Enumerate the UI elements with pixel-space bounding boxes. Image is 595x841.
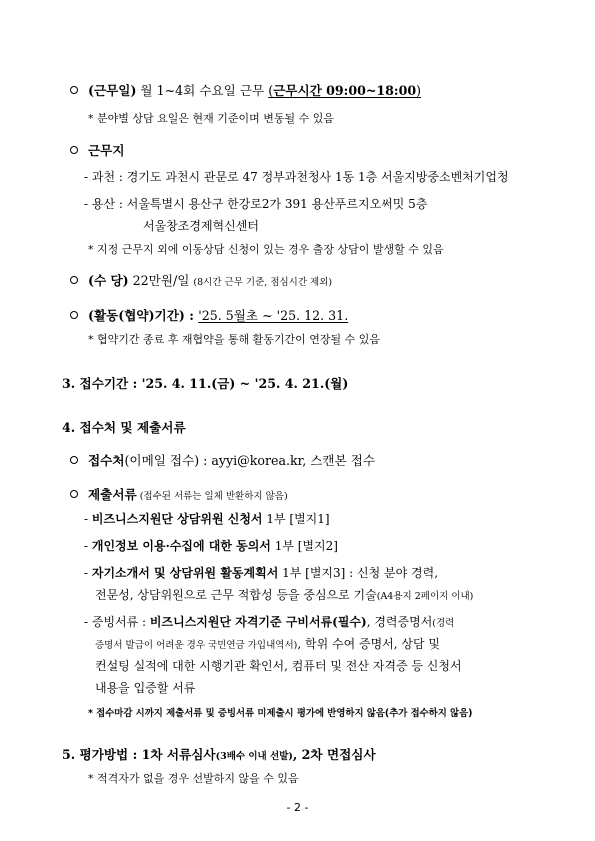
doc3-small: (A4용지 2페이지 이내) [376,591,474,602]
doc4-title: 비즈니스지원단 자격기준 구비서류(필수) [149,615,367,629]
page-number: - 2 - [286,801,309,814]
doc4-text: , 경력증명서 [366,615,433,629]
section5-note: * 적격자가 없을 경우 선발하지 않을 수 있음 [88,772,299,785]
work-hours: 근무시간 09:00~18:00 [273,83,417,98]
doc-application [84,510,330,527]
workplace-yongsan-line1: - 용산 : 서울특별시 용산구 한강로2가 391 용산푸르지오써밋 5층 [84,197,428,211]
period-item [70,305,348,324]
section4-note: * 접수마감 시까지 제출서류 및 증빙서류 미제출시 평가에 반영하지 않음(추가 접수하지 않음) [88,708,473,719]
doc-self-intro [84,564,438,581]
bullet-circle-icon [70,146,78,154]
period-colon: : [184,308,199,323]
workplace-yongsan-line2: 서울창조경제혁신센터 [143,219,259,233]
doc-privacy [84,537,338,554]
section3-title: 3. 접수기간 : '25. 4. 11.(금) ~ '25. 4. 21.(월) [62,376,349,391]
period-note: * 협약기간 종료 후 재협약을 통해 활동기간이 연장될 수 있음 [88,333,380,346]
workday-note: * 분야별 상담 요일은 현재 기준이며 변동될 수 있음 [88,112,334,125]
workday-text: 월 1~4회 수요일 근무 [136,83,269,98]
bullet-circle-icon [70,86,78,94]
bullet-circle-icon [70,276,78,284]
docs-small: (접수된 서류는 일체 반환하지 않음) [136,491,288,502]
period-label: (활동(협약)기간) [88,308,185,323]
section5-title-b: , 2차 면접심사 [292,747,376,762]
workday-label: (근무일) [88,83,137,98]
doc3-dash: - [84,566,92,580]
doc4-prefix: - 증빙서류 : [84,615,150,629]
allowance-label: (수 당) [88,273,129,288]
reception-text: (이메일 접수) : ayyi@korea.kr, 스캔본 접수 [124,453,376,468]
section5-title-a: 5. 평가방법 : 1차 서류심사 [62,747,216,762]
paren-close: ) [416,83,422,98]
doc2-text: 1부 [별지2] [270,539,338,553]
doc3-text: 1부 [별지3] : 신청 분야 경력, [278,566,439,580]
allowance-item [70,270,332,289]
doc4-small1: (경력 [432,618,455,629]
doc3-line2: 전문성, 상담위원으로 근무 적합성 등을 중심으로 기술 [95,588,377,602]
doc1-dash: - [84,512,92,526]
doc-evidence-line2 [95,635,440,652]
workday-item [70,80,421,99]
doc3-title: 자기소개서 및 상담위원 활동계획서 [91,566,279,580]
bullet-circle-icon [70,311,78,319]
doc1-title: 비즈니스지원단 상담위원 신청서 [91,512,263,526]
reception-label: 접수처 [88,453,125,468]
doc4-line2-text: , 학위 수여 증명서, 상담 및 [297,637,440,651]
doc-evidence-line3: 컨설팅 실적에 대한 시행기관 확인서, 컴퓨터 및 전산 자격증 등 신청서 [95,659,462,673]
allowance-text: 22만원/일 [128,273,194,288]
workplace-item [70,140,125,159]
workplace-gwacheon: - 과천 : 경기도 과천시 관문로 47 정부과천청사 1동 1층 서울지방중소벤처기업청 [84,170,509,184]
workplace-note: * 지정 근무지 외에 이동상담 신청이 있는 경우 출장 상담이 발생할 수 있음 [88,243,444,256]
doc2-dash: - [84,539,92,553]
doc4-line2-small: 증명서 발급이 어려운 경우 국민연금 가입내역서) [95,640,298,651]
section5-title-small: (3배수 이내 선발) [215,751,293,762]
reception-item [70,450,375,469]
bullet-circle-icon [70,490,78,498]
doc-self-intro-line2 [95,586,473,603]
paren-open: ( [268,83,274,98]
doc1-text: 1부 [별지1] [262,512,330,526]
docs-item [70,484,288,503]
docs-label: 제출서류 [88,487,137,502]
section5-title [62,744,376,763]
workplace-label: 근무지 [88,143,125,158]
doc2-title: 개인정보 이용·수집에 대한 동의서 [91,539,271,553]
bullet-circle-icon [70,456,78,464]
section4-title: 4. 접수처 및 제출서류 [62,420,186,435]
period-value: '25. 5월초 ~ '25. 12. 31. [198,308,349,323]
doc-evidence-line4: 내용을 입증할 서류 [95,681,196,695]
allowance-small: (8시간 근무 기준, 점심시간 제외) [193,277,333,288]
doc-evidence [84,613,454,630]
